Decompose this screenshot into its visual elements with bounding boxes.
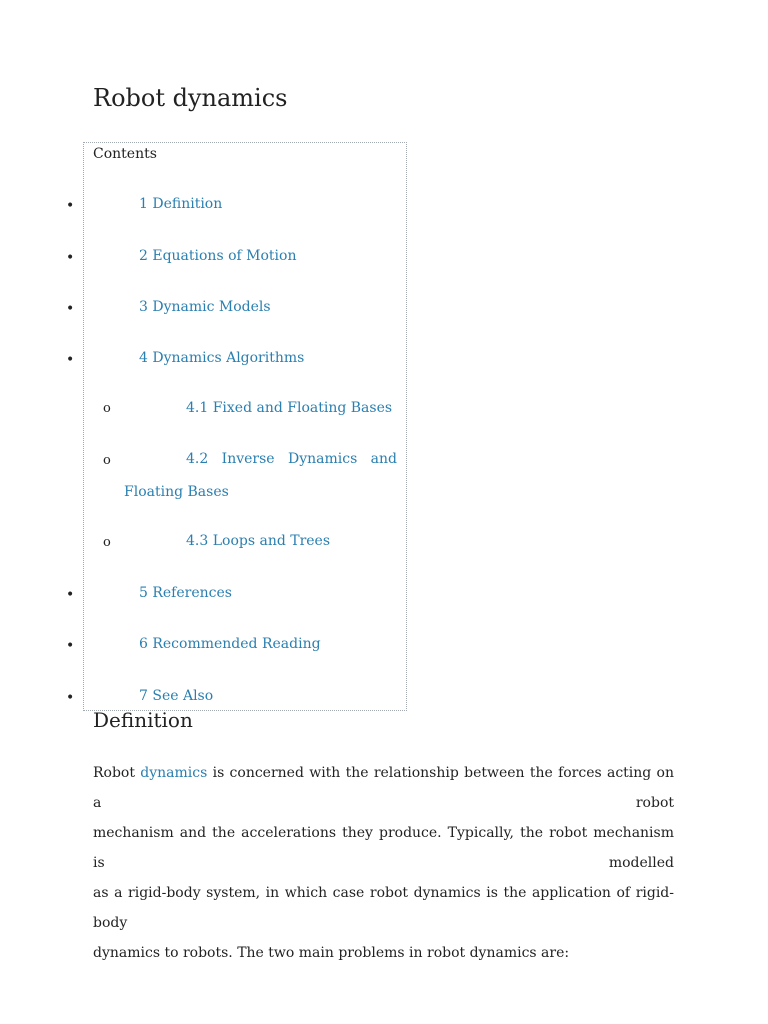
toc-link-recommended-reading[interactable]: 6 Recommended Reading (139, 636, 321, 652)
toc-link-see-also[interactable]: 7 See Also (139, 688, 214, 704)
paragraph-text: Robot (93, 765, 141, 781)
toc-bullet: • (66, 250, 75, 266)
toc-bullet: • (66, 638, 75, 654)
toc-word: Inverse (221, 451, 275, 467)
toc-link-dynamic-models[interactable]: 3 Dynamic Models (139, 299, 271, 315)
toc-word: Dynamics (287, 451, 358, 467)
toc-title: Contents (93, 146, 157, 162)
table-of-contents (83, 142, 407, 711)
toc-sub-bullet: o (103, 453, 111, 468)
dynamics-link[interactable]: dynamics (140, 765, 208, 781)
toc-bullet: • (66, 301, 75, 317)
paragraph-text: is concerned with the relationship between the forces acting on a robot (93, 765, 674, 811)
page-title: Robot dynamics (93, 84, 288, 112)
definition-paragraph (93, 758, 674, 968)
toc-word: 4.2 (186, 451, 209, 467)
toc-word: Floating Bases (124, 484, 229, 500)
paragraph-line: as a rigid-body system, in which case robot dynamics is the application of rigid-body (93, 885, 674, 931)
toc-bullet: • (66, 352, 75, 368)
toc-link-fixed-and-floating-bases[interactable]: 4.1 Fixed and Floating Bases (186, 400, 393, 416)
toc-link-definition[interactable]: 1 Definition (139, 196, 223, 212)
toc-sub-bullet: o (103, 535, 111, 550)
toc-word: and (370, 451, 397, 467)
toc-bullet: • (66, 587, 75, 603)
paragraph-line: mechanism and the accelerations they produce. Typically, the robot mechanism is modelled (93, 825, 674, 871)
toc-link-inverse-dynamics-and-floating-bases[interactable] (124, 443, 397, 509)
toc-link-references[interactable]: 5 References (139, 585, 232, 601)
paragraph-line (93, 758, 674, 818)
toc-link-loops-and-trees[interactable]: 4.3 Loops and Trees (186, 533, 331, 549)
toc-link-equations-of-motion[interactable]: 2 Equations of Motion (139, 248, 297, 264)
toc-link-dynamics-algorithms[interactable]: 4 Dynamics Algorithms (139, 350, 305, 366)
toc-bullet: • (66, 690, 75, 706)
paragraph-line: dynamics to robots. The two main problems in robot dynamics are: (93, 945, 570, 961)
toc-sub-bullet: o (103, 401, 111, 416)
toc-bullet: • (66, 198, 75, 214)
section-heading-definition: Definition (93, 708, 193, 732)
